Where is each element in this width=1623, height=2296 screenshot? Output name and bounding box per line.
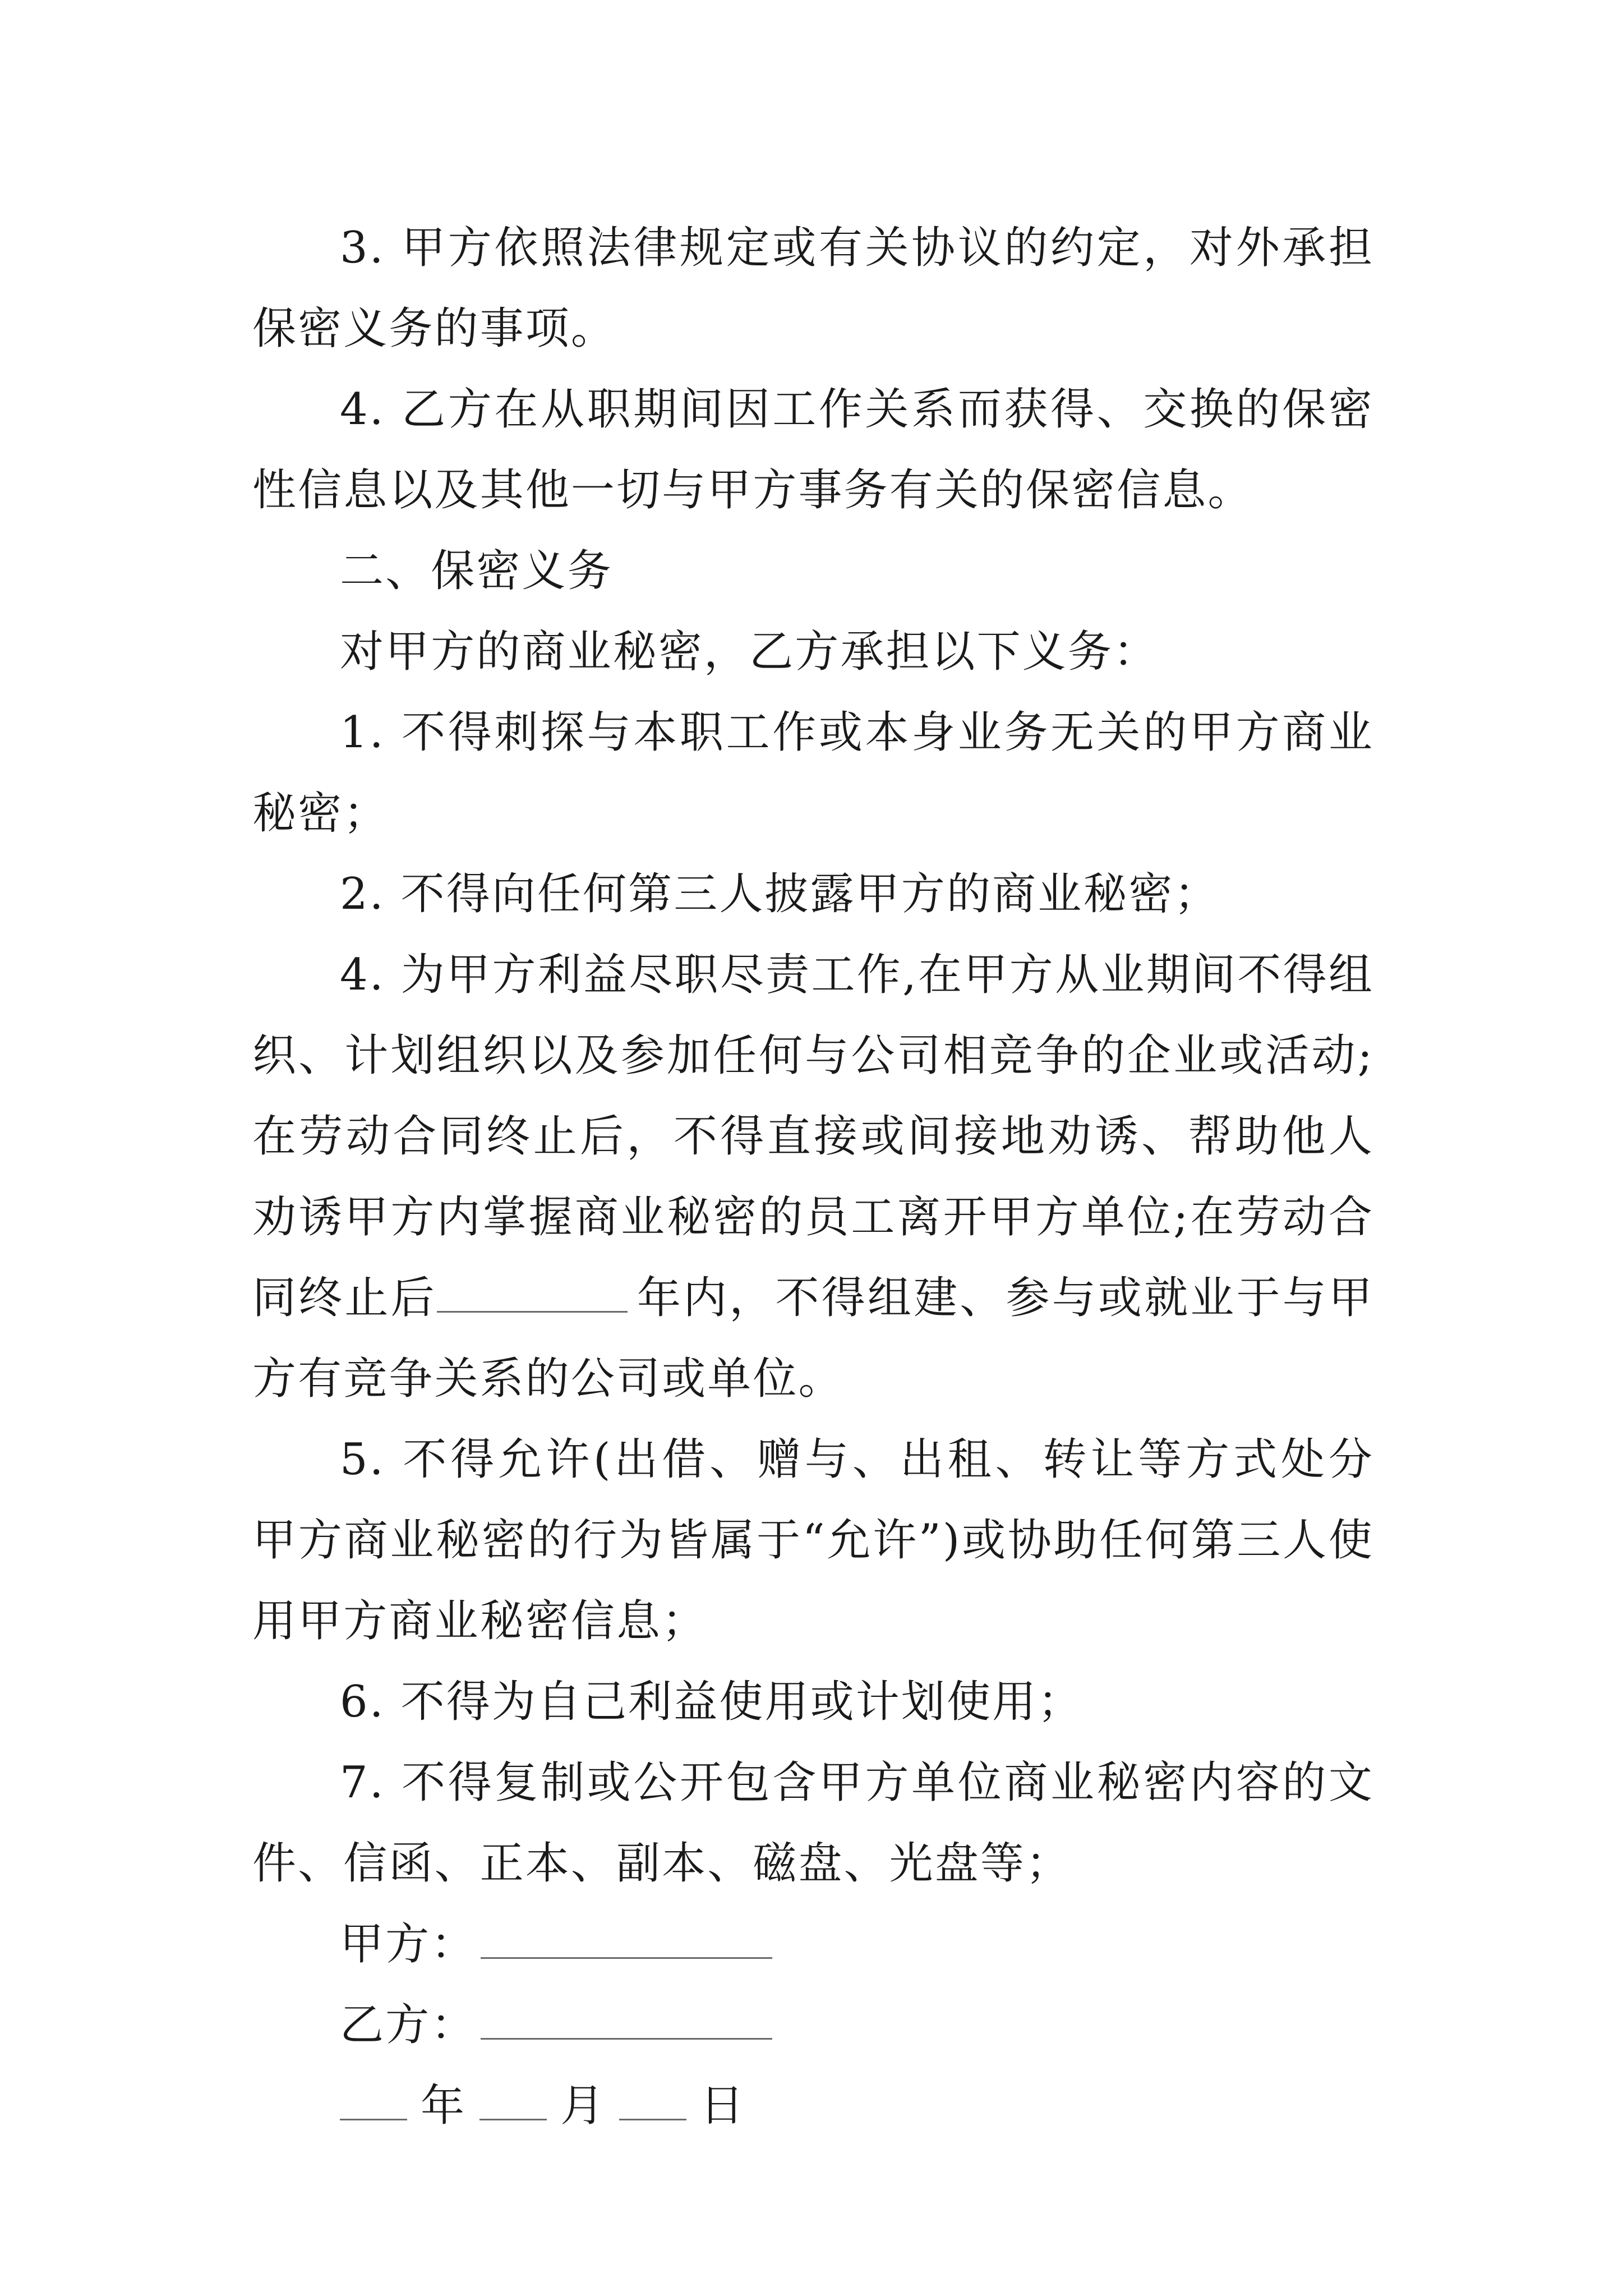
year-label: 年 (421, 2081, 467, 2131)
party-a-label: 甲方： (340, 1919, 477, 1970)
party-b-signature-field[interactable] (481, 1999, 772, 2040)
date-line (252, 2065, 1374, 2146)
duty-4-text-after: 年内，不得组建、参与或就业于与甲方有竞争关系的公司或单位。 (252, 1273, 1375, 1404)
duty-4-non-compete (252, 935, 1374, 1419)
duty-6: 6. 不得为自己利益使用或计划使用； (340, 1677, 1083, 1727)
duty-5: 5. 不得允许(出借、赠与、出租、转让等方式处分甲方商业秘密的行为皆属于“允许”)或协助任何第三人使用甲方商业秘密信息； (252, 1434, 1374, 1646)
section-heading-confidentiality-duties: 二、保密义务 (340, 546, 613, 596)
clause-3-confidential-obligations: 3. 甲方依照法律规定或有关协议的约定，对外承担保密义务的事项。 (252, 223, 1374, 354)
year-blank-field[interactable] (340, 2079, 407, 2120)
duty-2: 2. 不得向任何第三人披露甲方的商业秘密； (340, 869, 1220, 919)
party-a-signature-field[interactable] (481, 1918, 772, 1959)
month-label: 月 (560, 2081, 606, 2131)
duties-intro: 对甲方的商业秘密，乙方承担以下义务： (340, 627, 1159, 677)
party-b-signature-line (252, 1985, 1374, 2065)
duty-4-text-before: 4. 为甲方利益尽职尽责工作,在甲方从业期间不得组织、计划组织以及参加任何与公司相竞争的企业或活动;在劳动合同终止后，不得直接或间接地劝诱、帮助他人劝诱甲方内掌握商业秘密的员工离开甲方单位;在劳动合同终止后 (252, 950, 1374, 1323)
month-blank-field[interactable] (479, 2079, 547, 2120)
years-blank-field[interactable] (437, 1272, 628, 1313)
party-b-label: 乙方： (340, 2000, 477, 2050)
day-blank-field[interactable] (619, 2079, 686, 2120)
document-body (252, 208, 1374, 2146)
party-a-signature-line (252, 1904, 1374, 1985)
clause-4-confidential-information: 4. 乙方在从职期间因工作关系而获得、交换的保密性信息以及其他一切与甲方事务有关的保密信息。 (252, 384, 1374, 516)
day-label: 日 (700, 2081, 746, 2131)
duty-1: 1. 不得刺探与本职工作或本身业务无关的甲方商业秘密； (252, 707, 1374, 839)
duty-7: 7. 不得复制或公开包含甲方单位商业秘密内容的文件、信函、正本、副本、磁盘、光盘等； (252, 1757, 1374, 1889)
